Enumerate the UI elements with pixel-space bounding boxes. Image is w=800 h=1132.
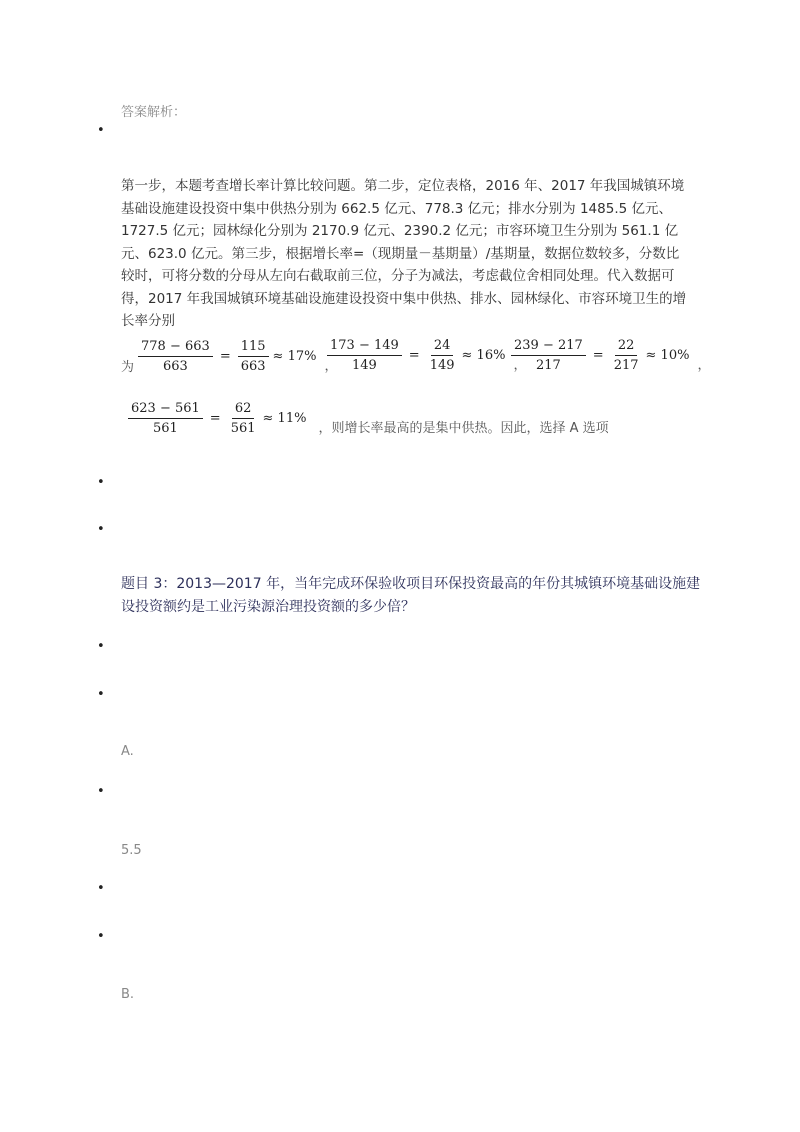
numerator: 239 − 217 [511,338,586,356]
bullet: • [97,784,105,799]
wei-text: 为 [121,360,135,375]
approx-result: ≈ 11% [262,411,307,426]
fraction [611,338,642,373]
option-b-label[interactable]: B. [121,987,135,1002]
approx-result: ≈ 17% [272,349,317,364]
bullet: • [97,639,105,654]
numerator: 24 [431,338,454,356]
formula-row-1 [121,338,337,375]
fraction [128,401,203,436]
fraction [238,339,269,374]
fraction [327,338,402,373]
fraction [511,338,586,373]
comma: ， [697,358,711,373]
formula-3 [511,338,710,373]
formula-4 [128,401,609,436]
bullet: • [97,522,105,537]
option-a-label[interactable]: A. [121,744,134,759]
formula-2 [327,338,526,373]
numerator: 115 [238,339,269,357]
denominator: 663 [163,359,188,374]
denominator: 561 [152,421,178,436]
numerator: 778 − 663 [138,339,213,357]
comma: ， [513,358,527,373]
approx-result: ≈ 16% [461,348,506,363]
bullet: • [97,881,105,896]
denominator: 217 [535,358,561,373]
fraction [138,339,213,374]
denominator: 217 [613,358,639,373]
option-a-value: 5.5 [121,843,142,858]
denominator: 149 [351,358,377,373]
denominator: 663 [240,359,266,374]
solution-paragraph: 第一步，本题考查增长率计算比较问题。第二步，定位表格，2016 年、2017 年我国城镇环境基础设施建设投资中集中供热分别为 662.5 亿元、778.3 亿元；排水分别为 1485.5 亿元、1727.5 亿元；园林绿化分别为 2170.9 亿元、2390.2 亿元；市容环境卫生分别为 561.1 亿元、623.0 亿元。第三步，根据增长率=（现期量－基期量）/基期量，数据位数较多，分数比较时，可将分数的分母从左向右截取前三位，分子为减法，考虑截位舍相同处理。代入数据可得，2017 年我国城镇环境基础设施建设投资中集中供热、排水、园林绿化、市容环境卫生的增长率分别 [121,178,687,329]
approx-result: ≈ 10% [645,348,690,363]
fraction [427,338,458,373]
bullet: • [97,123,105,138]
denominator: 561 [230,421,256,436]
comma: ， [324,359,338,374]
equals-sign: = [592,348,604,363]
fraction [228,401,259,436]
question-3: 题目 3：2013—2017 年，当年完成环保验收项目环保投资最高的年份其城镇环境基础设施建设投资额约是工业污染源治理投资额的多少倍？ [121,576,701,615]
equals-sign: = [219,349,231,364]
bullet: • [97,687,105,702]
numerator: 62 [232,401,255,419]
denominator: 149 [429,358,455,373]
numerator: 173 − 149 [327,338,402,356]
equals-sign: = [209,411,221,426]
conclusion-text: ，则增长率最高的是集中供热。因此，选择 A 选项 [318,421,609,436]
answer-analysis-label: 答案解析： [121,105,187,120]
bullet: • [97,475,105,490]
numerator: 623 − 561 [128,401,203,419]
equals-sign: = [408,348,420,363]
numerator: 22 [615,338,638,356]
bullet: • [97,929,105,944]
